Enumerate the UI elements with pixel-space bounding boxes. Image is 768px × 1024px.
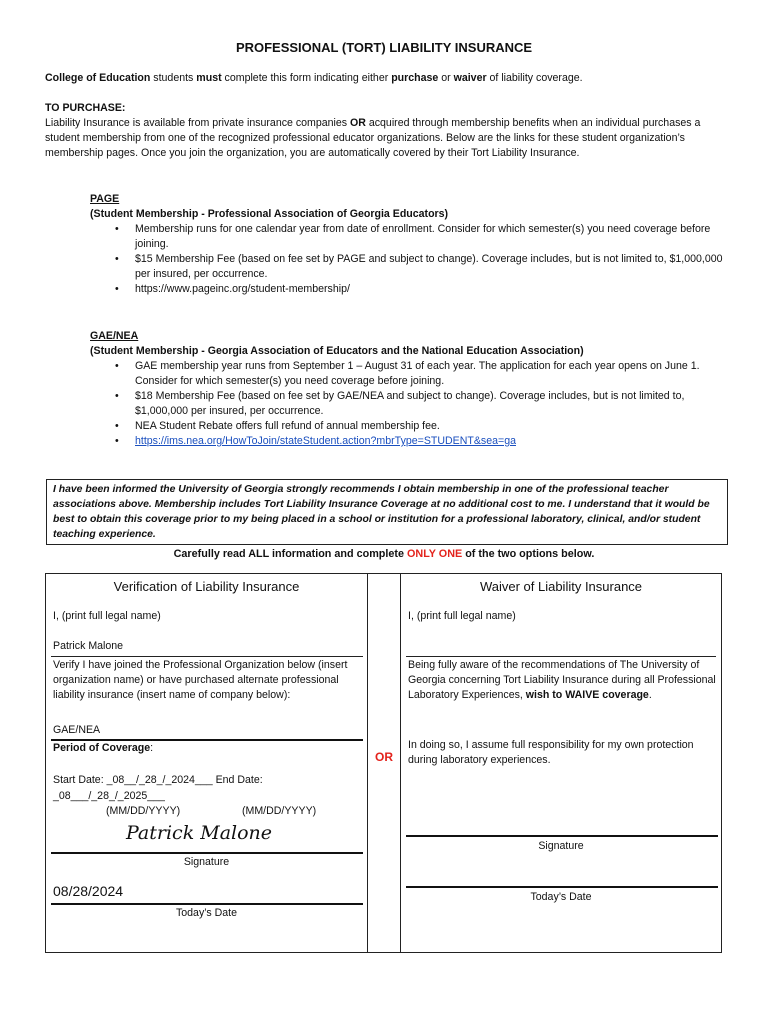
page-org-bullets — [90, 222, 730, 297]
waiver-text-part: . — [648, 689, 652, 701]
gae-org-section — [90, 329, 730, 449]
intro-waiver: waiver — [453, 72, 487, 84]
page-org-section — [90, 192, 730, 297]
purchase-heading: TO PURCHASE: — [45, 102, 126, 114]
or-label: OR — [375, 750, 393, 764]
list-item: • GAE membership year runs from September 1 – August 31 of each year. The application for each year opens on June 1. Consider for which semester(s) you need coverage before joining. — [135, 359, 730, 389]
page-org-subtitle: (Student Membership - Professional Association of Georgia Educators) — [90, 208, 449, 220]
divider — [51, 656, 363, 657]
waiver-emphasis: wish to WAIVE coverage — [525, 689, 649, 701]
gae-membership-link[interactable]: https://ims.nea.org/HowToJoin/stateStudent.action?mbrType=STUDENT&sea=ga — [135, 435, 516, 447]
gae-org-bullets — [90, 359, 730, 449]
date-label: Today’s Date — [175, 907, 238, 919]
verification-name-field[interactable]: Patrick Malone — [53, 640, 124, 652]
list-item — [135, 434, 730, 449]
instructions-text: of the two options below. — [462, 548, 595, 560]
instructions-only-one: ONLY ONE — [407, 548, 463, 560]
period-colon: : — [150, 742, 154, 754]
acknowledgement-box: I have been informed the University of Georgia strongly recommends I obtain membership in one of the professional teacher associations above. Membership includes Tort Liability Insurance Coverage at no additional cost to me. I understand that it would be best to obtain this coverage prior to my being placed in a school or institution for a professional laboratory, clinical, and/or student teaching experience. — [46, 479, 728, 545]
period-of-coverage — [53, 741, 153, 756]
waiver-text-part: Being fully aware of the recommendations of The University of Georgia concerning Tort Liability Insurance during all Professional Laboratory Experiences, — [408, 659, 716, 701]
purchase-paragraph — [45, 116, 725, 161]
purchase-text: acquired through membership benefits when an individual purchases a student membership from one of the recognized professional educator organizations. Below are the links for these student organization’s membership pages. Once you join the organization, you are automatically covered by their Tort Liability Insurance. — [45, 117, 701, 159]
waiver-column — [401, 574, 721, 952]
list-item: • https://www.pageinc.org/student-membership/ — [135, 282, 730, 297]
verification-text: Verify I have joined the Professional Organization below (insert organization name) or have purchased alternate professional liability insurance (insert name of company below): — [53, 659, 348, 701]
date-format-hint: (MM/DD/YYYY) — [106, 805, 181, 817]
list-item: • $15 Membership Fee (based on fee set by PAGE and subject to change). Coverage includes, but is not limited to, $1,000,000 per insured, per occurrence. — [135, 252, 730, 282]
waiver-signature-line[interactable] — [406, 835, 718, 837]
signature-line — [51, 852, 363, 854]
waiver-date-line[interactable] — [406, 886, 718, 888]
intro-text: complete this form indicating either — [221, 72, 392, 84]
organization-field[interactable]: GAE/NEA — [53, 724, 101, 736]
intro-text: students — [150, 72, 197, 84]
instructions-text: Carefully read ALL information and complete — [173, 548, 407, 560]
waiver-date-label: Today’s Date — [530, 891, 592, 903]
intro-text: or — [438, 72, 454, 84]
date-line — [51, 903, 363, 905]
intro-purchase: purchase — [391, 72, 439, 84]
end-date-field[interactable]: _08___/_28_/_2025___ — [53, 790, 165, 802]
period-label: Period of Coverage — [53, 742, 151, 754]
list-item: • $18 Membership Fee (based on fee set by GAE/NEA and subject to change). Coverage includes, but is not limited to, $1,000,000 per insured, per occurrence. — [135, 389, 730, 419]
or-column — [368, 574, 401, 952]
purchase-text: Liability Insurance is available from private insurance companies — [45, 117, 351, 129]
gae-org-subtitle: (Student Membership - Georgia Association of Educators and the National Education Association) — [90, 345, 584, 357]
list-item: • Membership runs for one calendar year from date of enrollment. Consider for which semester(s) you need coverage before joining. — [135, 222, 730, 252]
waiver-name-field[interactable] — [406, 656, 716, 657]
intro-text: of liability coverage. — [486, 72, 583, 84]
intro-must: must — [196, 72, 222, 84]
list-item: • NEA Student Rebate offers full refund of annual membership fee. — [135, 419, 730, 434]
date-format-hint: (MM/DD/YYYY) — [242, 805, 317, 817]
verification-column — [46, 574, 368, 952]
verification-heading: Verification of Liability Insurance — [113, 579, 300, 594]
intro-line — [45, 72, 735, 84]
date-field[interactable]: 08/28/2024 — [53, 883, 124, 899]
waiver-signature-label: Signature — [538, 840, 584, 852]
signature-image: Patrick Malone — [126, 822, 273, 844]
purchase-or: OR — [350, 117, 366, 129]
gae-org-title: GAE/NEA — [90, 330, 139, 342]
page-org-title: PAGE — [90, 193, 120, 205]
verification-name-label: I, (print full legal name) — [53, 610, 161, 622]
page-title: PROFESSIONAL (TORT) LIABILITY INSURANCE — [235, 40, 533, 55]
options-form — [45, 573, 722, 953]
waiver-text — [408, 658, 718, 703]
waiver-heading: Waiver of Liability Insurance — [479, 579, 643, 594]
instructions-line — [0, 548, 768, 560]
start-date-field[interactable]: Start Date: _08__/_28_/_2024___ End Date: — [53, 774, 263, 786]
waiver-name-label: I, (print full legal name) — [408, 610, 516, 622]
signature-label: Signature — [183, 856, 230, 868]
waiver-responsibility: In doing so, I assume full responsibility for my own protection during laboratory experiences. — [408, 739, 694, 766]
intro-college: College of Education — [45, 72, 151, 84]
